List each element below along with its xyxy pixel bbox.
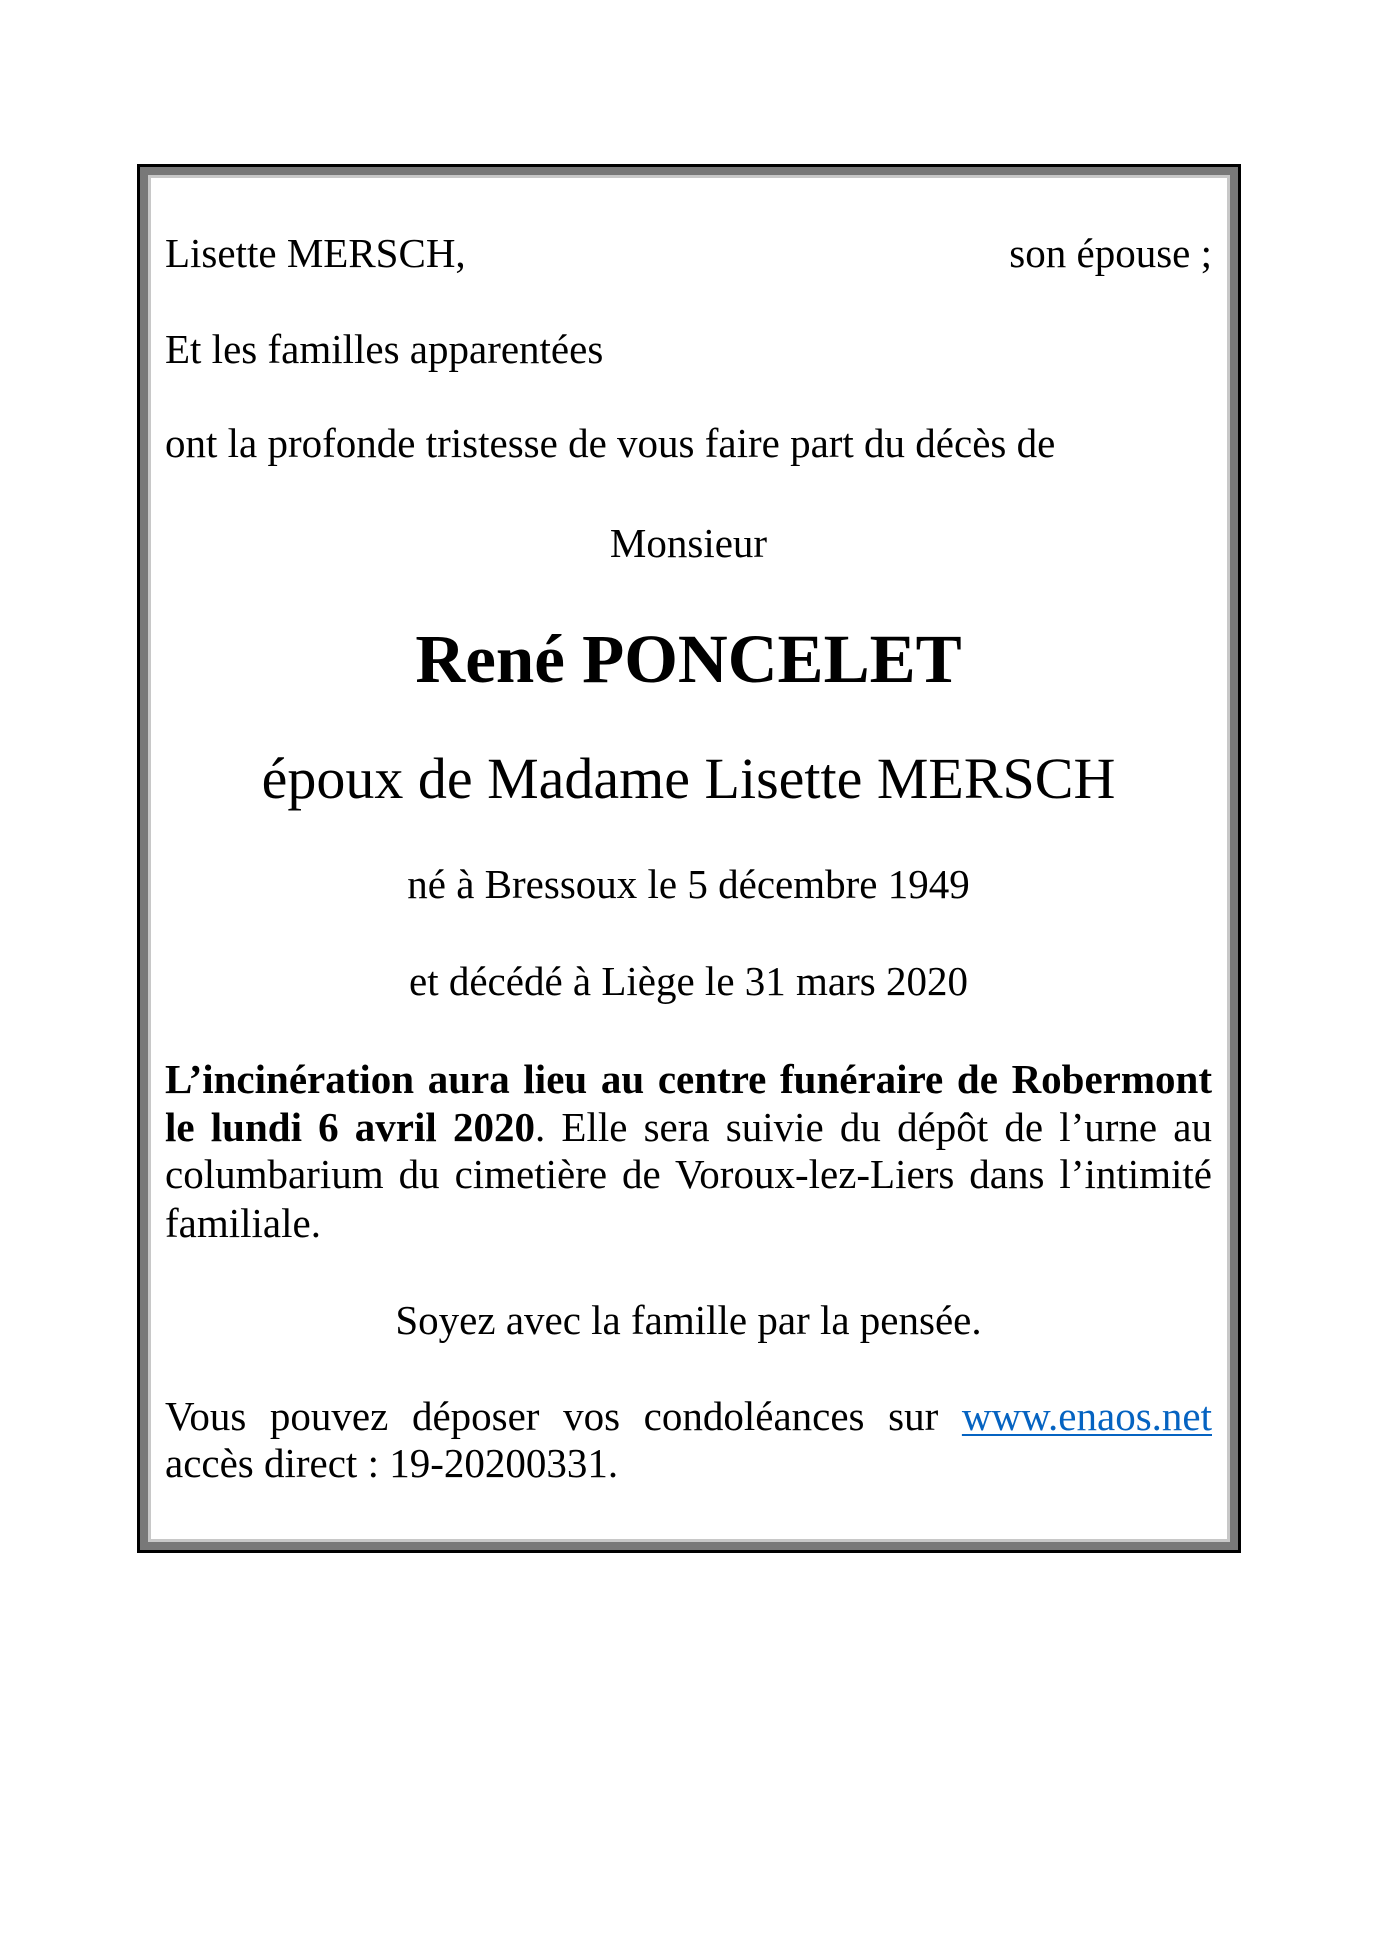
condolences-link[interactable]: www.enaos.net: [961, 1393, 1212, 1439]
condolences-text: Vous pouvez déposer vos condoléances sur: [165, 1393, 939, 1439]
from-relation: son épouse ;: [1009, 230, 1212, 276]
closing-line: Soyez avec la famille par la pensée.: [395, 1297, 982, 1343]
deceased-name: René PONCELET: [415, 621, 962, 697]
birth-line: né à Bressoux le 5 décembre 1949: [407, 861, 970, 907]
ceremony-line-4: familiale.: [165, 1200, 321, 1246]
family-line: [165, 229, 1212, 277]
ceremony-line-2: [165, 1103, 1212, 1151]
ceremony-line-2-rest: . Elle sera suivie du dépôt de l’urne au: [534, 1104, 1212, 1150]
announcement-line: ont la profonde tristesse de vous faire part du décès de: [165, 420, 1056, 466]
ceremony-line-3: columbarium du cimetière de Voroux-lez-Liers dans l’intimité: [165, 1151, 1212, 1197]
condolences-line-1: [165, 1392, 1212, 1440]
families-line: Et les familles apparentées: [165, 326, 604, 372]
ceremony-date: le lundi 6 avril 2020: [165, 1104, 535, 1150]
death-line: et décédé à Liège le 31 mars 2020: [409, 958, 968, 1004]
ceremony-line-1: L’incinération aura lieu au centre funéraire de Robermont: [165, 1056, 1212, 1102]
spouse-line: époux de Madame Lisette MERSCH: [261, 746, 1116, 811]
honorific: Monsieur: [609, 520, 768, 566]
from-name: Lisette MERSCH,: [165, 230, 466, 276]
access-code-line: accès direct : 19-20200331.: [165, 1440, 619, 1486]
